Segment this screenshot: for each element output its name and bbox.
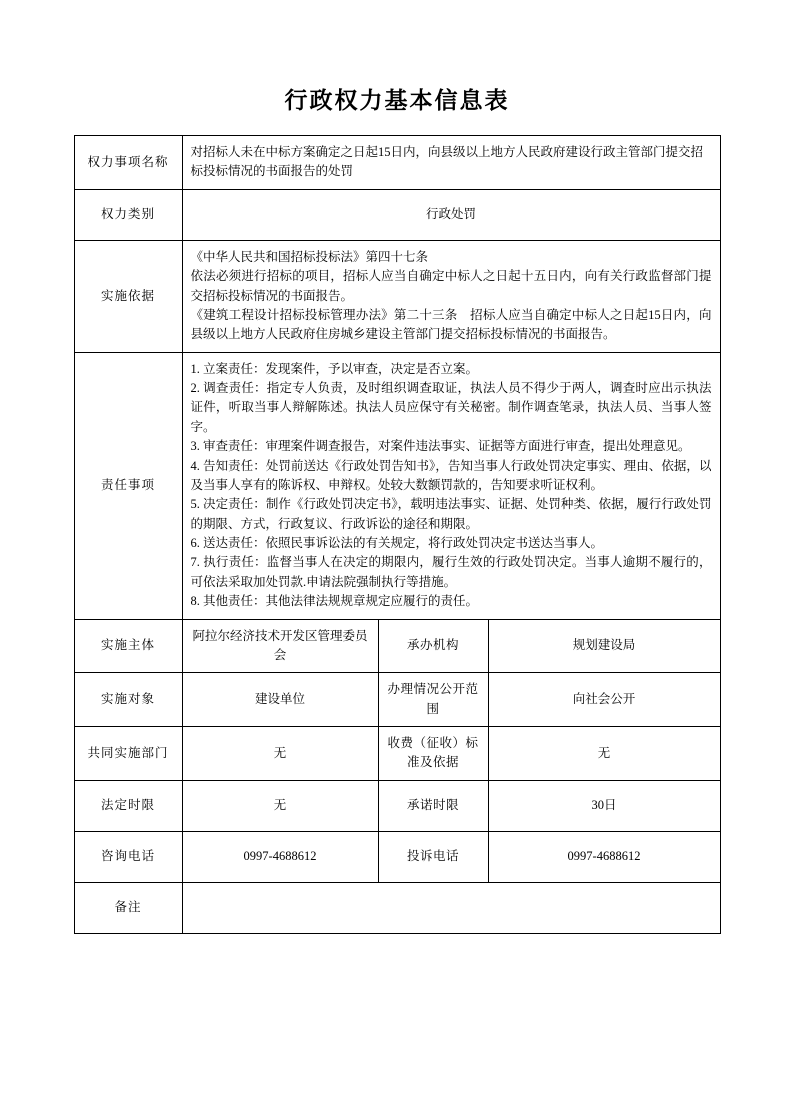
row-label-handling-agency: 承办机构: [378, 619, 488, 673]
row-label-complaint-phone: 投诉电话: [378, 831, 488, 882]
row-label-power-category: 权力类别: [74, 189, 182, 240]
list-item: 4. 告知责任：处罚前送达《行政处罚告知书》，告知当事人行政处罚决定事实、理由、依据，以及当事人享有的陈诉权、申辩权。处较大数额罚款的，告知要求听证权利。: [190, 458, 712, 492]
list-item: 1. 立案责任：发现案件，予以审查，决定是否立案。: [190, 361, 479, 376]
table-row: [74, 619, 720, 673]
row-value-remarks: [182, 882, 720, 933]
row-value-statutory-time-limit: 无: [182, 780, 378, 831]
power-info-table: [74, 135, 721, 934]
row-label-implementation-object: 实施对象: [74, 673, 182, 727]
page-title: 行政权力基本信息表: [284, 87, 510, 113]
row-label-fee-standard: 收费（征收）标准及依据: [378, 727, 488, 781]
basis-paragraph: 《建筑工程设计招标投标管理办法》第二十三条 招标人应当自确定中标人之日起15日内，向县级以上地方人民政府住房城乡建设主管部门提交招标投标情况的书面报告。: [190, 307, 712, 342]
row-label-promised-time-limit: 承诺时限: [378, 780, 488, 831]
table-row: [74, 352, 720, 619]
row-label-power-item-name: 权力事项名称: [74, 136, 182, 190]
table-row: [74, 727, 720, 781]
row-label-statutory-time-limit: 法定时限: [74, 780, 182, 831]
row-value-power-category: 行政处罚: [182, 189, 720, 240]
row-value-disclosure-scope: 向社会公开: [488, 673, 720, 727]
list-item: 7. 执行责任：监督当事人在决定的期限内，履行生效的行政处罚决定。当事人逾期不履行的，可依法采取加处罚款.申请法院强制执行等措施。: [190, 555, 712, 589]
row-label-implementation-subject: 实施主体: [74, 619, 182, 673]
table-row: [74, 136, 720, 190]
row-value-consultation-phone: 0997-4688612: [182, 831, 378, 882]
basis-paragraph: 依法必须进行招标的项目，招标人应当自确定中标人之日起十五日内，向有关行政监督部门提交招标投标情况的书面报告。: [190, 269, 712, 303]
row-label-responsibilities: 责任事项: [74, 352, 182, 619]
row-value-joint-departments: 无: [182, 727, 378, 781]
row-value-complaint-phone: 0997-4688612: [488, 831, 720, 882]
row-value-power-item-name: 对招标人未在中标方案确定之日起15日内，向县级以上地方人民政府建设行政主管部门提交招标投标情况的书面报告的处罚: [182, 136, 720, 190]
row-value-fee-standard: 无: [488, 727, 720, 781]
table-row: [74, 831, 720, 882]
row-value-promised-time-limit: 30日: [488, 780, 720, 831]
list-item: 8. 其他责任：其他法律法规规章规定应履行的责任。: [190, 594, 479, 609]
table-row: [74, 189, 720, 240]
row-value-implementation-subject: 阿拉尔经济技术开发区管理委员会: [182, 619, 378, 673]
responsibility-list: [191, 360, 712, 612]
row-label-remarks: 备注: [74, 882, 182, 933]
basis-paragraph: 《中华人民共和国招标投标法》第四十七条: [190, 249, 429, 264]
row-label-joint-departments: 共同实施部门: [74, 727, 182, 781]
table-row: [74, 673, 720, 727]
table-row: [74, 240, 720, 352]
row-value-implementation-basis: [182, 240, 720, 352]
list-item: 3. 审查责任：审理案件调查报告，对案件违法事实、证据等方面进行审查，提出处理意见。: [190, 439, 691, 454]
row-value-handling-agency: 规划建设局: [488, 619, 720, 673]
list-item: 5. 决定责任：制作《行政处罚决定书》，载明违法事实、证据、处罚种类、依据，履行行政处罚的期限、方式，行政复议、行政诉讼的途径和期限。: [190, 497, 712, 531]
table-row: [74, 780, 720, 831]
row-value-implementation-object: 建设单位: [182, 673, 378, 727]
list-item: 2. 调查责任：指定专人负责，及时组织调查取证，执法人员不得少于两人，调查时应出示执法证件，听取当事人辩解陈述。执法人员应保守有关秘密。制作调查笔录，执法人员、当事人签字。: [190, 381, 712, 434]
row-label-implementation-basis: 实施依据: [74, 240, 182, 352]
row-value-responsibilities: [182, 352, 720, 619]
row-label-disclosure-scope: 办理情况公开范围: [378, 673, 488, 727]
row-label-consultation-phone: 咨询电话: [74, 831, 182, 882]
table-row: [74, 882, 720, 933]
list-item: 6. 送达责任：依照民事诉讼法的有关规定，将行政处罚决定书送达当事人。: [190, 536, 604, 550]
